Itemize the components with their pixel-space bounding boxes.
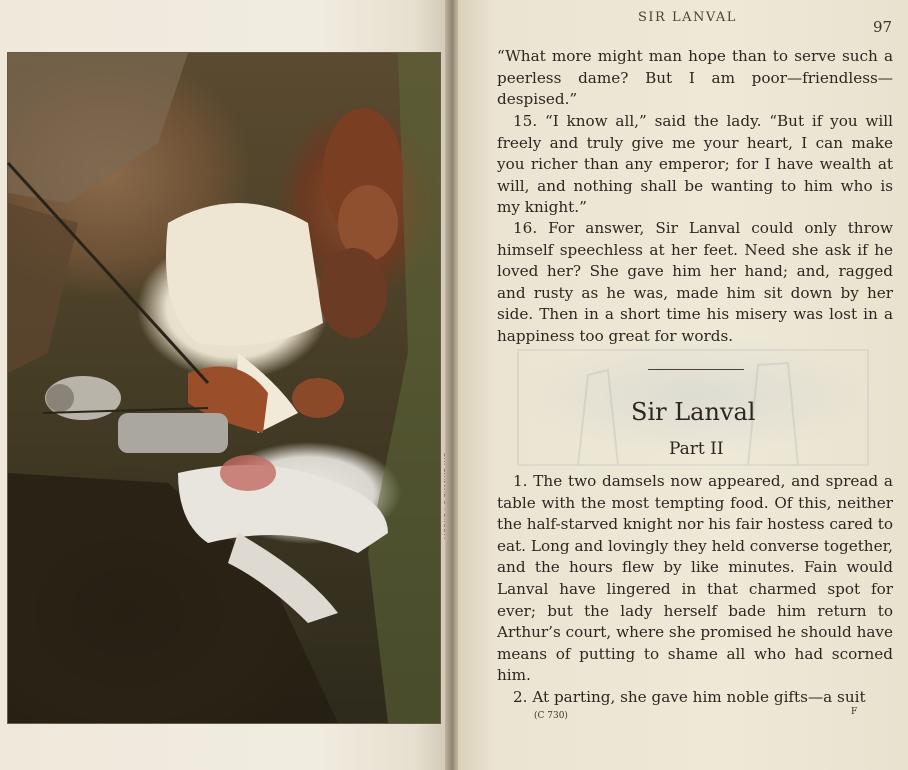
paragraph-15	[497, 111, 893, 219]
illustration-plate	[7, 52, 441, 724]
section-divider	[648, 369, 744, 370]
paragraph-text: “What more might man hope than to serve such a peerless dame? But I am poor—friendless—despised.”	[497, 47, 893, 109]
paragraph-text: 16. For answer, Sir Lanval could only throw himself speechless at her feet. Need she ask if he loved her? She gave him her hand; and, ragged and rusty as he was, made him sit down by her side. Then in a short time his misery was lost in a happiness too great for words.	[497, 219, 893, 345]
paragraph-text: 1. The two damsels now appeared, and spread a table with the most tempting food. Of this, neither the half-starved knight nor his fair hostess cared to eat. Long and lovingly they held converse together, and the hours flew by like minutes. Fain would Lanval have lingered in that charmed spot for ever; but the lady herself bade him return to Arthur’s court, where she promised he should have means of putting to shame all who had scorned him.	[497, 472, 893, 685]
section-subtitle: Part II	[669, 439, 724, 459]
gathering-mark: F	[851, 707, 858, 717]
paragraph-1	[497, 471, 893, 709]
paragraph-text: 15. “I know all,” said the lady. “But if you will freely and truly give me your heart, I can make you richer than any emperor; for I have wealth at will, and nothing shall be wanting to him who is my knight.”	[497, 112, 893, 217]
paragraph-text: 2. At parting, she gave him noble gifts—a suit	[513, 687, 866, 706]
section-title: Sir Lanval	[631, 398, 756, 426]
right-page	[458, 0, 908, 770]
paragraph-16	[497, 218, 893, 348]
running-head: SIR LANVAL	[638, 10, 737, 25]
printer-signature: (C 730)	[534, 711, 568, 721]
illustration-artwork	[8, 53, 440, 723]
left-page	[0, 0, 452, 770]
paragraph-continued	[497, 46, 893, 111]
page-number: 97	[873, 18, 893, 36]
